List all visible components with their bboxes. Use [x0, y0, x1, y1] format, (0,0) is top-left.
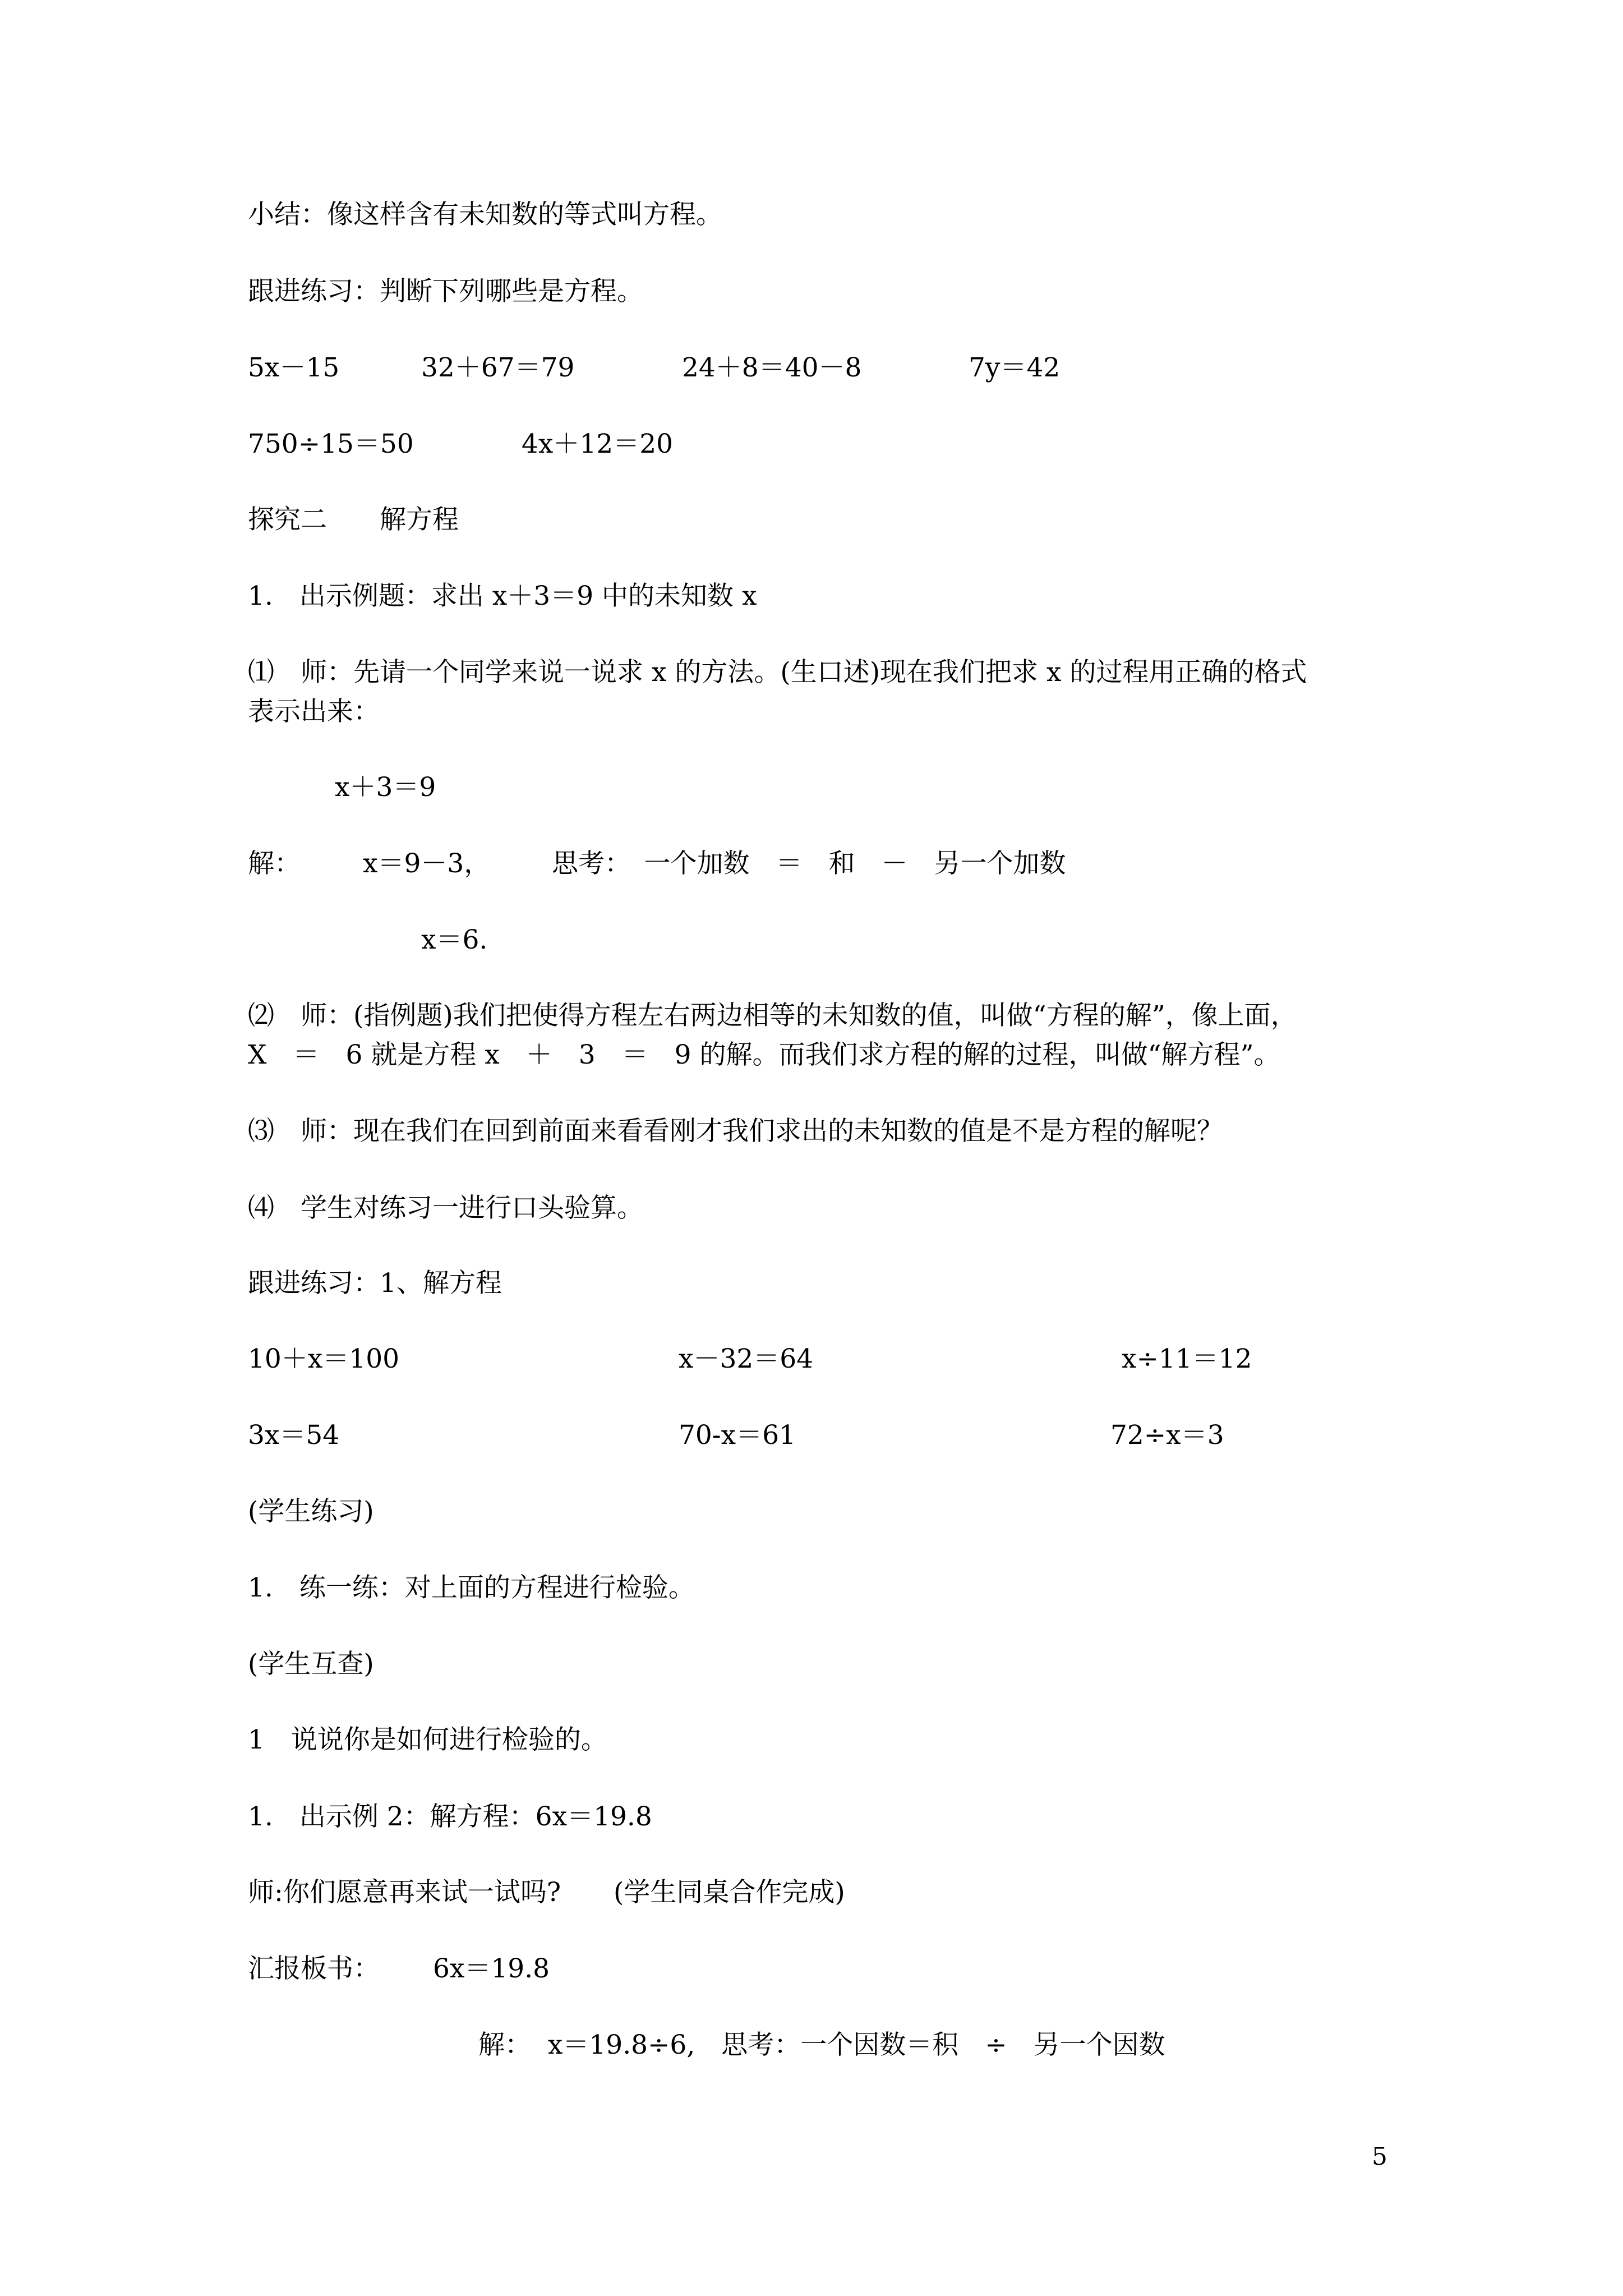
practice1-item: 750÷15＝50 — [248, 429, 414, 459]
practice2-item: 70-x＝61 — [679, 1420, 796, 1451]
step3-line: ⑶ 师：现在我们在回到前面来看看刚才我们求出的未知数的值是不是方程的解呢？ — [248, 1116, 1223, 1147]
example2-line: 1. 出示例 2：解方程：6x＝19.8 — [248, 1801, 652, 1832]
practice1-item: 5x－15 — [248, 352, 340, 383]
practice2-item: x÷11＝12 — [1122, 1343, 1252, 1374]
page-number: 5 — [1372, 2142, 1387, 2171]
board-equation: 6x＝19.8 — [433, 1953, 550, 1984]
step4-line: ⑷ 学生对练习一进行口头验算。 — [248, 1193, 643, 1223]
board-label: 汇报板书： — [248, 1953, 380, 1984]
teacher-question: 师:你们愿意再来试一试吗? (学生同桌合作完成) — [248, 1877, 845, 1908]
solution-line: 解： x＝19.8÷6, 思考：一个因数＝积 ÷ 另一个因数 — [478, 2030, 1165, 2060]
practice1-item: 24＋8＝40－8 — [682, 352, 862, 383]
example1-line: 1. 出示例题：求出 x＋3＝9 中的未知数 x — [248, 581, 757, 611]
peer-check-note: (学生互查) — [248, 1649, 374, 1680]
student-practice-note: (学生练习) — [248, 1496, 374, 1527]
equation-line: x＋3＝9 — [335, 772, 436, 803]
practice2-item: x－32＝64 — [679, 1343, 814, 1374]
solve-label: 解： — [248, 848, 301, 879]
practice1-item: 4x＋12＝20 — [522, 429, 674, 459]
step2-line1: ⑵ 师：(指例题)我们把使得方程左右两边相等的未知数的值，叫做“方程的解”，像上面， — [248, 1000, 1297, 1031]
step1-line1: ⑴ 师：先请一个同学来说一说求 x 的方法。(生口述)现在我们把求 x 的过程用正确的格式 — [248, 657, 1307, 688]
practice2-item: 3x＝54 — [248, 1420, 340, 1451]
solve-step: x＝9－3， — [363, 848, 491, 879]
practice1-item: 7y＝42 — [969, 352, 1061, 383]
practice2-item: 72÷x＝3 — [1110, 1420, 1224, 1451]
check-line: 1. 练一练：对上面的方程进行检验。 — [248, 1572, 695, 1603]
think-note: 思考： 一个加数 ＝ 和 － 另一个加数 — [552, 848, 1066, 879]
practice2-item: 10＋x＝100 — [248, 1343, 400, 1374]
practice1-item: 32＋67＝79 — [421, 352, 575, 383]
step2-line2: X ＝ 6 就是方程 x ＋ 3 ＝ 9 的解。而我们求方程的解的过程，叫做“解方程”。 — [248, 1039, 1280, 1070]
practice2-title: 跟进练习：1、解方程 — [248, 1268, 502, 1299]
summary-line: 小结：像这样含有未知数的等式叫方程。 — [248, 199, 722, 230]
step1-line2: 表示出来： — [248, 696, 380, 727]
explain-line: 1 说说你是如何进行检验的。 — [248, 1724, 607, 1755]
section2-heading: 探究二 解方程 — [248, 504, 459, 535]
result-line: x＝6. — [421, 924, 488, 955]
practice1-title: 跟进练习：判断下列哪些是方程。 — [248, 276, 643, 307]
